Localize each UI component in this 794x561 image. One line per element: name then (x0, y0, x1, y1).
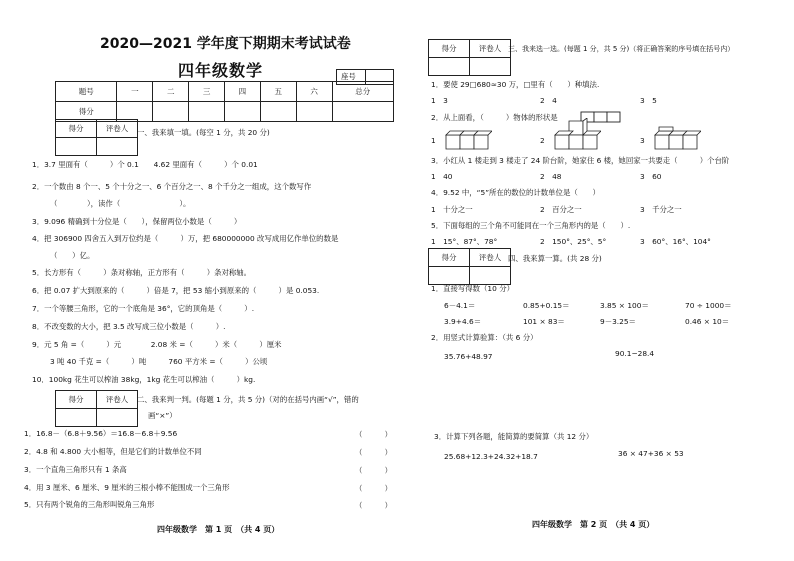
grader-name-label: 评卷人 (470, 40, 511, 58)
simplify-item: 36 × 47+36 × 53 (618, 449, 684, 458)
score-table-header: 一 (117, 82, 153, 102)
fill-item: （ ）亿。 (50, 251, 95, 260)
judge-item: 3．一个直角三角形只有 1 条高 (24, 465, 127, 474)
grader-box-section2 (55, 390, 138, 427)
choice-question: 1．要使 29□680≈30 万，□里有（ ）种填法. (431, 80, 600, 89)
choice-option[interactable]: 3 5 (640, 96, 657, 105)
choice-option[interactable]: 1 3 (431, 96, 448, 105)
section2-title-cont: 画“×”） (148, 411, 177, 420)
fill-item: 7．一个等腰三角形，它的一个底角是 36°，它的顶角是（ ）. (32, 304, 255, 313)
choice-option[interactable]: 3 (640, 136, 645, 145)
grader-name-cell[interactable] (470, 58, 511, 76)
calc-item: 0.46 × 10＝ (685, 317, 730, 326)
subsection-title: 2．用竖式计算验算：（共 6 分） (431, 333, 538, 342)
fill-item: 9．元 5 角 =（ ）元 2.08 米 =（ ）米（ ）厘米 (32, 340, 282, 349)
grader-name-label: 评卷人 (97, 391, 138, 409)
score-table-header: 题号 (56, 82, 117, 102)
answer-paren[interactable]: （ ） (355, 484, 392, 493)
grader-score-cell[interactable] (429, 267, 470, 285)
score-table-header: 三 (189, 82, 225, 102)
subsection-title: 3．计算下列各题，能简算的要简算（共 12 分） (434, 432, 594, 441)
choice-option[interactable]: 1 (431, 136, 436, 145)
vertical-calc-item: 35.76+48.97 (444, 352, 493, 361)
grader-score-label: 得分 (56, 120, 97, 138)
judge-item: 5．只有两个锐角的三角形叫锐角三角形 (24, 500, 155, 509)
simplify-item: 25.68+12.3+24.32+18.7 (444, 452, 538, 461)
choice-option[interactable]: 2 48 (540, 172, 562, 181)
choice-question: 3．小红从 1 楼走到 3 楼走了 24 阶台阶，她家住 6 楼，她回家一共要走（ ）个台阶 (431, 156, 730, 165)
fill-item: 4．把 306900 四舍五入到万位约是（ ）万，把 680000000 改写成用亿作单位的数是 (32, 234, 339, 243)
grader-name-cell[interactable] (97, 409, 138, 427)
grader-name-cell[interactable] (470, 267, 511, 285)
fill-item: 6．把 0.07 扩大到原来的（ ）倍是 7，把 53 缩小到原来的（ ）是 0.053. (32, 286, 320, 295)
answer-paren[interactable]: （ ） (355, 466, 392, 475)
calc-item: 6－4.1＝ (444, 301, 476, 310)
right-page (400, 0, 794, 561)
score-cell[interactable] (189, 102, 225, 122)
answer-paren[interactable]: （ ） (355, 430, 392, 439)
cube-stack-option3-icon (653, 125, 701, 151)
choice-question: 5．下面每组的三个角不可能同在一个三角形内的是（ ）. (431, 221, 631, 230)
answer-paren[interactable]: （ ） (355, 501, 392, 510)
calc-item: 3.85 × 100＝ (600, 301, 649, 310)
score-table-header: 六 (296, 82, 332, 102)
grader-score-label: 得分 (429, 40, 470, 58)
score-row-label: 得分 (56, 102, 117, 122)
judge-item: 1．16.8－（6.8＋9.56）＝16.8－6.8＋9.56 (24, 429, 178, 438)
choice-option[interactable]: 2 4 (540, 96, 557, 105)
score-cell[interactable] (153, 102, 189, 122)
score-cell[interactable] (332, 102, 393, 122)
judge-item: 2．4.8 和 4.800 大小相等，但是它们的计数单位不同 (24, 447, 202, 456)
cube-stack-option2-icon (553, 118, 601, 151)
score-cell[interactable] (224, 102, 260, 122)
choice-option[interactable]: 2 150°、25°、5° (540, 237, 607, 246)
subsection-title: 1．直接写得数（10 分） (431, 284, 514, 293)
choice-option[interactable]: 3 60°、16°、104° (640, 237, 711, 246)
cube-stack-option1-icon (444, 125, 492, 151)
score-table (55, 81, 394, 122)
score-table-header: 二 (153, 82, 189, 102)
choice-option[interactable]: 1 15°、87°、78° (431, 237, 498, 246)
choice-option[interactable]: 3 60 (640, 172, 662, 181)
fill-item: （ ），读作（ ）。 (50, 199, 191, 208)
section2-title: 二、我来判一判。(每题 1 分，共 5 分)（对的在括号内画“√”，错的 (137, 395, 359, 404)
grader-score-label: 得分 (429, 249, 470, 267)
score-cell[interactable] (260, 102, 296, 122)
section4-title: 四、我来算一算。(共 28 分) (508, 254, 602, 263)
seat-label: 座号 (341, 72, 356, 81)
score-cell[interactable] (296, 102, 332, 122)
calc-item: 101 × 83＝ (523, 317, 565, 326)
page-footer: 四年级数学 第 1 页 （共 4 页） (157, 525, 280, 534)
fill-item: 8．不改变数的大小，把 3.5 改写成三位小数是（ ）. (32, 322, 226, 331)
choice-option[interactable]: 3 千分之一 (640, 205, 682, 214)
grader-box-section3 (428, 39, 511, 76)
fill-item: 10．100kg 花生可以榨油 38kg，1kg 花生可以榨油（ ）kg. (32, 375, 256, 384)
grader-name-label: 评卷人 (97, 120, 138, 138)
grader-score-cell[interactable] (56, 409, 97, 427)
choice-question: 4．9.52 中，“5”所在的数位的计数单位是（ ） (431, 188, 600, 197)
choice-option[interactable]: 1 40 (431, 172, 453, 181)
grader-score-cell[interactable] (429, 58, 470, 76)
answer-paren[interactable]: （ ） (355, 448, 392, 457)
choice-option[interactable]: 1 十分之一 (431, 205, 473, 214)
choice-question: 2．从上面看，（ ）物体的形状是 (431, 113, 558, 122)
calc-item: 3.9+4.6＝ (444, 317, 482, 326)
grader-box-section1 (55, 119, 138, 156)
grade-subject-title: 四年级数学 (178, 61, 264, 80)
grader-box-section4 (428, 248, 511, 285)
grader-score-label: 得分 (56, 391, 97, 409)
grader-score-cell[interactable] (56, 138, 97, 156)
calc-item: 0.85+0.15＝ (523, 301, 570, 310)
score-table-header: 四 (224, 82, 260, 102)
fill-item: 2．一个数由 8 个一、5 个十分之一、6 个百分之一、8 个千分之一组成，这个数写作 (32, 182, 312, 191)
judge-item: 4．用 3 厘米、6 厘米、9 厘米的三根小棒不能围成一个三角形 (24, 483, 230, 492)
grader-name-cell[interactable] (97, 138, 138, 156)
score-table-header-row (56, 82, 394, 102)
section3-title: 三、我来选一选。(每题 1 分，共 5 分)（将正确答案的序号填在括号内） (508, 45, 735, 53)
section1-title: 一、我来填一填。(每空 1 分，共 20 分) (137, 128, 270, 137)
vertical-calc-item: 90.1−28.4 (615, 349, 655, 358)
choice-option[interactable]: 2 (540, 136, 545, 145)
choice-option[interactable]: 2 百分之一 (540, 205, 582, 214)
calc-item: 9－3.25＝ (600, 317, 636, 326)
page-footer: 四年级数学 第 2 页 （共 4 页） (532, 520, 655, 529)
fill-item: 1．3.7 里面有（ ）个 0.1 4.62 里面有（ ）个 0.01 (32, 160, 258, 169)
grader-name-label: 评卷人 (470, 249, 511, 267)
fill-item: 5．长方形有（ ）条对称轴，正方形有（ ）条对称轴。 (32, 268, 252, 277)
exam-title: 2020—2021 学年度下期期末考试试卷 (100, 36, 351, 52)
calc-item: 70 ÷ 1000＝ (685, 301, 732, 310)
fill-item: 3．9.096 精确到十分位是（ ），保留两位小数是（ ） (32, 217, 242, 226)
score-table-header: 五 (260, 82, 296, 102)
fill-item: 3 吨 40 千克 =（ ）吨 760 平方米 =（ ）公顷 (50, 357, 268, 366)
score-table-header: 总分 (332, 82, 393, 102)
